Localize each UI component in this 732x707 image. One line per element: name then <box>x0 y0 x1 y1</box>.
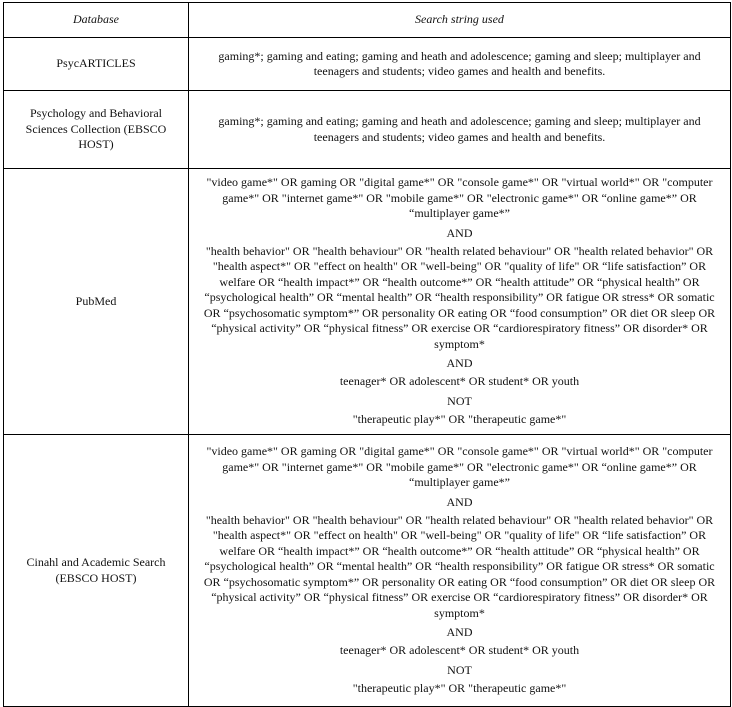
table-row <box>4 91 731 169</box>
database-name: Psychology and Behavioral Sciences Collection (EBSCO HOST) <box>4 91 189 169</box>
search-term-block: teenager* OR adolescent* OR student* OR youth <box>339 643 580 658</box>
header-database: Database <box>4 3 189 38</box>
search-string: gaming*; gaming and eating; gaming and heath and adolescence; gaming and sleep; multiplayer and teenagers and students; video games and health and benefits. <box>189 91 731 169</box>
search-string <box>189 169 731 435</box>
boolean-operator: AND <box>446 355 473 370</box>
boolean-operator: AND <box>446 624 473 639</box>
search-term-block: "video game*" OR gaming OR "digital game*" OR "console game*" OR "virtual world*" OR "computer game*" OR "internet game*" OR "mobile game*" OR "electronic game*" OR “online game*” OR “multiplayer game*” <box>206 175 713 221</box>
header-row <box>4 3 731 38</box>
boolean-operator: AND <box>446 494 473 509</box>
boolean-operator: NOT <box>447 662 472 677</box>
search-term-block: "health behavior" OR "health behaviour" OR "health related behaviour" OR "health related behavior" OR "health aspect*" OR "effect on health" OR "well-being" OR "quality of life" OR “life satisfaction” OR welfare OR “health impact*” OR “health outcome*” OR “health attitude” OR “physical health” OR “psychological health” OR “mental health” OR “health responsibility” OR fatigue OR stress* OR somatic OR “psychosomatic symptom*” OR personality OR eating OR “food consumption” OR diet OR sleep OR “physical activity” OR “physical fitness” OR exercise OR “cardiorespiratory fitness” OR disorder* OR symptom* <box>203 244 716 351</box>
search-term-block: teenager* OR adolescent* OR student* OR youth <box>339 374 580 389</box>
boolean-operator: NOT <box>447 393 472 408</box>
table-row <box>4 435 731 707</box>
table-row <box>4 169 731 435</box>
boolean-operator: AND <box>446 225 473 240</box>
search-term-block: "therapeutic play*" OR "therapeutic game*" <box>352 412 567 427</box>
database-name: Cinahl and Academic Search (EBSCO HOST) <box>4 435 189 707</box>
search-strings-table <box>3 2 731 707</box>
header-search-string: Search string used <box>189 3 731 38</box>
search-term-block: "therapeutic play*" OR "therapeutic game*" <box>352 681 567 696</box>
database-name: PsycARTICLES <box>4 38 189 91</box>
database-name: PubMed <box>4 169 189 435</box>
search-string: gaming*; gaming and eating; gaming and heath and adolescence; gaming and sleep; multiplayer and teenagers and students; video games and health and benefits. <box>189 38 731 91</box>
search-term-block: "video game*" OR gaming OR "digital game*" OR "console game*" OR "virtual world*" OR "computer game*" OR "internet game*" OR "mobile game*" OR "electronic game*" OR “online game*” OR “multiplayer game*” <box>206 444 713 490</box>
search-term-block: "health behavior" OR "health behaviour" OR "health related behaviour" OR "health related behavior" OR "health aspect*" OR "effect on health" OR "well-being" OR "quality of life" OR “life satisfaction” OR welfare OR “health impact*” OR “health outcome*” OR “health attitude” OR “physical health” OR “psychological health” OR “mental health” OR “health responsibility” OR fatigue OR stress* OR somatic OR “psychosomatic symptom*” OR personality OR eating OR “food consumption” OR diet OR sleep OR “physical activity” OR “physical fitness” OR exercise OR “cardiorespiratory fitness” OR disorder* OR symptom* <box>203 513 716 620</box>
search-string <box>189 435 731 707</box>
table-row <box>4 38 731 91</box>
